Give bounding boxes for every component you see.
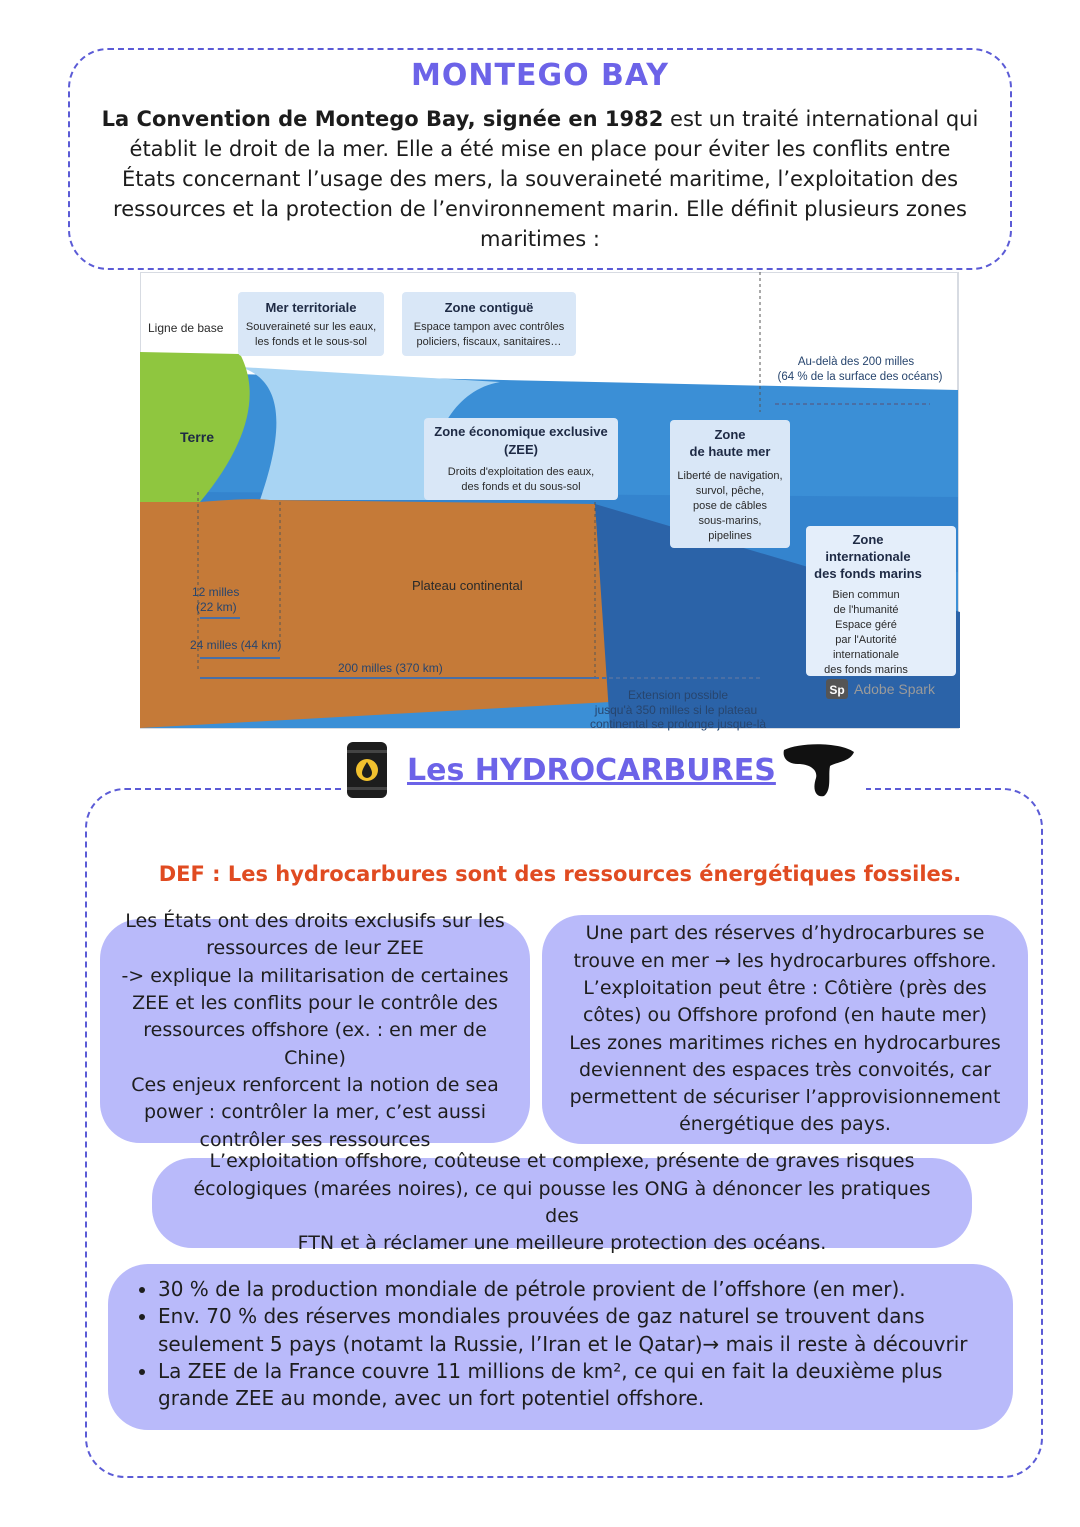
fonds-line: internationale (832, 649, 900, 661)
label-terre: Terre (180, 429, 214, 445)
extension-line2: jusqu'à 350 milles si le plateau (594, 703, 758, 717)
card-line: énergétique des pays. (679, 1113, 891, 1136)
card-line: Les zones maritimes riches en hydrocarbures (569, 1031, 1001, 1054)
fonds-title2: internationale (825, 549, 911, 564)
card-line: Ces enjeux renforcent la notion de sea (131, 1073, 499, 1096)
card-line: côtes) ou Offshore profond (en haute mer) (582, 1004, 988, 1027)
card-line: Les États ont des droits exclusifs sur les (125, 910, 505, 933)
adobe-spark-logo-text: Sp (829, 683, 845, 697)
card-line: FTN et à réclamer une meilleure protection des océans. (297, 1232, 827, 1255)
card-line: L’exploitation offshore, coûteuse et complexe, présente de graves risques (209, 1150, 915, 1173)
definition-text: DEF : Les hydrocarbures sont des ressources énergétiques fossiles. (158, 862, 962, 886)
zone-contigue-line2: policiers, fiscaux, sanitaires… (416, 336, 562, 348)
zee-title2: (ZEE) (504, 442, 538, 457)
fonds-title1: Zone (852, 532, 884, 547)
montego-intro (100, 104, 980, 254)
offshore-reserves-card (542, 915, 1028, 1144)
card-line: ressources offshore (ex. : en mer de Chine) (143, 1019, 487, 1069)
facts-list (138, 1276, 993, 1412)
card-line: ZEE et les conflits pour le contrôle des (132, 992, 498, 1015)
key-facts-card (108, 1264, 1013, 1430)
card-line: contrôler ses ressources (199, 1128, 431, 1151)
oil-barrel-icon (345, 740, 389, 800)
haute-mer-line: sous-marins, (698, 515, 762, 527)
card-line: écologiques (marées noires), ce qui pousse les ONG à dénoncer les pratiques des (193, 1177, 931, 1227)
zee-rights-card (100, 910, 530, 1151)
card-line: -> explique la militarisation de certaines (121, 964, 509, 987)
label-200-milles: 200 milles (370 km) (338, 661, 443, 675)
mer-territoriale-line2: les fonds et le sous-sol (255, 336, 367, 348)
zee-title1: Zone économique exclusive (434, 424, 608, 439)
haute-mer-title2: de haute mer (689, 444, 771, 459)
card-line: Une part des réserves d’hydrocarbures se (585, 922, 985, 945)
haute-mer-title1: Zone (714, 427, 746, 442)
zone-contigue-line1: Espace tampon avec contrôles (413, 321, 565, 333)
intro-rest: est un traité international qui établit le droit de la mer. Elle a été mise en place pour éviter les conflits entre États concernant l’usage des mers, la souveraineté maritime, l’exploitation des ressources et la protection de l’environnement marin. Elle définit plusieurs zones maritimes : (113, 107, 979, 251)
card-line: deviennent des espaces très convoités, car (578, 1058, 992, 1081)
extension-line1: Extension possible (627, 688, 729, 702)
haute-mer-line: pipelines (708, 530, 752, 542)
adobe-spark-watermark: Adobe Spark (854, 681, 935, 697)
ecological-risks-card (152, 1150, 972, 1255)
fact-item: • La ZEE de la France couvre 11 millions de km², ce qui en fait la deuxième plus grande ZEE au monde, avec un fort potentiel offshore. (158, 1358, 993, 1413)
intro-bold: La Convention de Montego Bay, signée en 1982 (101, 107, 664, 131)
label-24-milles: 24 milles (44 km) (190, 638, 282, 652)
maritime-zones-diagram (140, 272, 960, 732)
fact-item: • 30 % de la production mondiale de pétrole provient de l’offshore (en mer). (158, 1276, 993, 1303)
hydrocarbures-header (345, 740, 866, 800)
au-dela-line1: Au-delà des 200 milles (797, 356, 915, 368)
haute-mer-line: survol, pêche, (695, 485, 765, 497)
label-ligne-base: Ligne de base (148, 321, 224, 335)
card-line: trouve en mer → les hydrocarbures offshore. (573, 949, 997, 972)
mer-territoriale-title: Mer territoriale (265, 300, 357, 315)
haute-mer-line: pose de câbles (693, 500, 767, 512)
card-line: L’exploitation peut être : Côtière (près des (583, 976, 987, 999)
au-dela-line2: (64 % de la surface des océans) (777, 371, 943, 383)
fonds-line: par l'Autorité (835, 634, 897, 646)
label-22-km: (22 km) (196, 600, 237, 614)
fonds-line: de l'humanité (833, 604, 899, 616)
mer-territoriale-line1: Souveraineté sur les eaux, (245, 321, 377, 333)
oil-drip-icon (780, 740, 858, 800)
zone-contigue-title: Zone contiguë (444, 300, 534, 315)
extension-line3: continental se prolonge jusque-là (589, 717, 767, 731)
fact-item: • Env. 70 % des réserves mondiales prouvées de gaz naturel se trouvent dans seulement 5 pays (notamt la Russie, l’Iran et le Qatar)→ mais il reste à découvrir (158, 1303, 993, 1358)
card-line: ressources de leur ZEE (206, 937, 424, 960)
haute-mer-line: Liberté de navigation, (677, 470, 783, 482)
fonds-line: Bien commun (832, 589, 900, 601)
card-line: permettent de sécuriser l’approvisionnement (569, 1086, 1001, 1109)
fonds-line: Espace géré (835, 619, 897, 631)
card-line: power : contrôler la mer, c’est aussi (144, 1101, 486, 1124)
montego-title: MONTEGO BAY (411, 58, 669, 93)
label-12-milles: 12 milles (192, 585, 240, 599)
zee-line2: des fonds et du sous-sol (461, 481, 581, 493)
label-plateau: Plateau continental (412, 578, 523, 593)
fonds-line: des fonds marins (824, 664, 908, 676)
fonds-title3: des fonds marins (814, 566, 922, 581)
hydrocarbures-title: Les HYDROCARBURES (403, 753, 780, 788)
zee-line1: Droits d'exploitation des eaux, (447, 466, 595, 478)
